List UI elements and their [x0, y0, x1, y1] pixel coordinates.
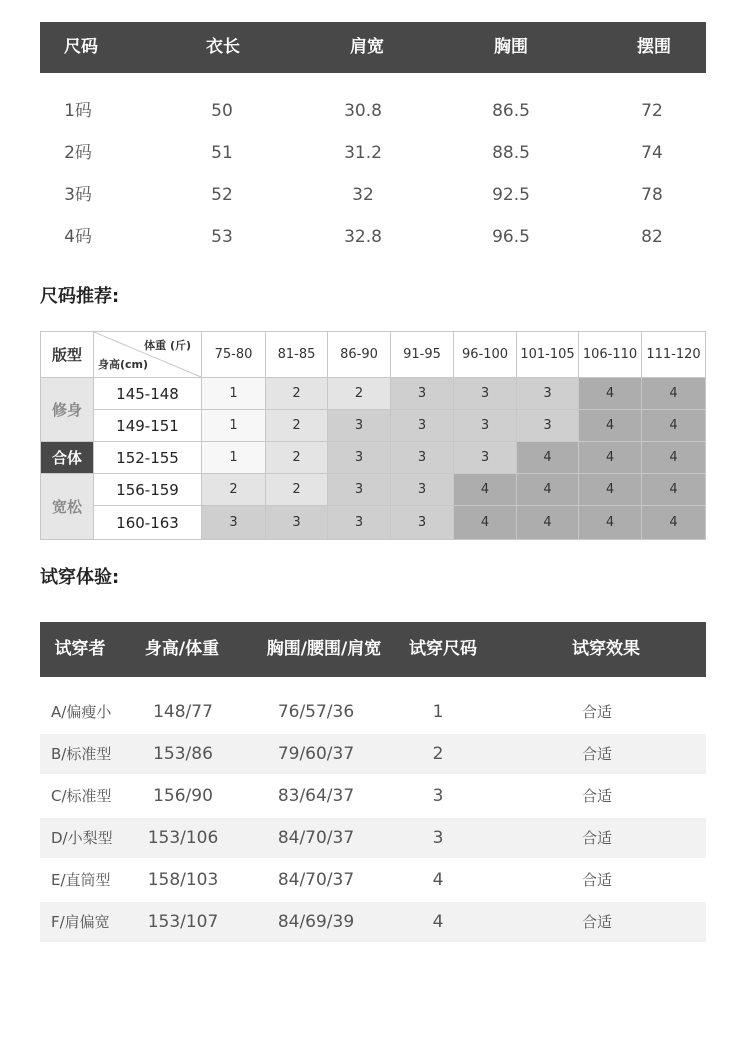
tryon-table-header: [40, 622, 706, 677]
recommended-size-cell: 3: [391, 506, 454, 540]
weight-header: 111-120: [642, 332, 706, 378]
recommended-size-cell: 4: [642, 442, 706, 474]
tryon-header-size: 试穿尺码: [409, 639, 477, 659]
size-cell: 32.8: [344, 227, 382, 247]
recommended-size-cell: 3: [391, 474, 454, 506]
tryon-cell: 4: [432, 912, 444, 932]
size-header-length: 衣长: [206, 37, 240, 57]
size-cell: 72: [641, 101, 663, 121]
tryon-row: [40, 818, 706, 858]
recommended-size-cell: 3: [328, 442, 391, 474]
size-cell: 32: [352, 185, 374, 205]
height-range-cell: 156-159: [94, 474, 202, 506]
recommended-size-cell: 3: [328, 506, 391, 540]
recommended-size-cell: 4: [517, 506, 579, 540]
size-table-row: [40, 222, 706, 252]
tryon-cell: E/直筒型: [51, 871, 111, 889]
tryon-cell: 3: [432, 828, 444, 848]
recommended-size-cell: 4: [579, 410, 642, 442]
recommended-size-cell: 4: [517, 474, 579, 506]
recommended-size-cell: 3: [328, 410, 391, 442]
tryon-cell: 4: [432, 870, 444, 890]
recommended-size-cell: 4: [642, 378, 706, 410]
size-cell: 4码: [64, 227, 92, 247]
size-cell: 31.2: [344, 143, 382, 163]
tryon-header-height-weight: 身高/体重: [144, 639, 220, 659]
weight-header: 81-85: [266, 332, 328, 378]
size-table-row: [40, 96, 706, 126]
size-cell: 74: [641, 143, 663, 163]
size-cell: 82: [641, 227, 663, 247]
tryon-cell: 153/86: [153, 744, 213, 764]
tryon-cell: 76/57/36: [277, 702, 355, 722]
recommended-size-cell: 4: [579, 506, 642, 540]
tryon-cell: 158/103: [147, 870, 219, 890]
tryon-cell: F/肩偏宽: [51, 913, 110, 931]
recommended-size-cell: 4: [517, 442, 579, 474]
recommended-size-cell: 2: [328, 378, 391, 410]
recommended-size-cell: 1: [202, 410, 266, 442]
recommend-title: 尺码推荐:: [40, 286, 120, 307]
recommended-size-cell: 4: [642, 410, 706, 442]
tryon-cell: C/标准型: [51, 787, 112, 805]
size-cell: 1码: [64, 101, 92, 121]
size-cell: 92.5: [492, 185, 530, 205]
size-cell: 96.5: [492, 227, 530, 247]
tryon-title: 试穿体验:: [40, 567, 120, 588]
tryon-cell: 148/77: [153, 702, 213, 722]
recommended-size-cell: 4: [642, 474, 706, 506]
recommended-size-cell: 3: [328, 474, 391, 506]
type-header: 版型: [41, 332, 94, 378]
tryon-cell: 合适: [581, 913, 613, 931]
size-header-hem: 摆围: [637, 37, 671, 57]
recommended-size-cell: 4: [579, 378, 642, 410]
tryon-cell: 84/70/37: [277, 870, 355, 890]
tryon-row: [40, 776, 706, 816]
size-header-shoulder: 肩宽: [350, 37, 384, 57]
fit-type-label: 宽松: [41, 474, 94, 540]
size-cell: 53: [211, 227, 233, 247]
tryon-cell: 84/69/39: [277, 912, 355, 932]
tryon-cell: D/小梨型: [51, 829, 113, 847]
recommended-size-cell: 3: [454, 442, 517, 474]
recommended-size-cell: 1: [202, 378, 266, 410]
size-recommend-table: [40, 331, 706, 540]
tryon-cell: 156/90: [153, 786, 213, 806]
size-cell: 3码: [64, 185, 92, 205]
recommended-size-cell: 3: [391, 410, 454, 442]
size-table-header: [40, 22, 706, 73]
recommended-size-cell: 3: [202, 506, 266, 540]
recommended-size-cell: 3: [391, 378, 454, 410]
weight-header: 75-80: [202, 332, 266, 378]
recommended-size-cell: 3: [454, 378, 517, 410]
recommended-size-cell: 4: [454, 474, 517, 506]
height-axis-label: 身高(cm): [98, 358, 149, 371]
size-header-chest: 胸围: [494, 37, 528, 57]
weight-height-corner: [94, 332, 202, 378]
height-range-cell: 149-151: [94, 410, 202, 442]
tryon-cell: 合适: [581, 745, 613, 763]
tryon-cell: 合适: [581, 829, 613, 847]
size-table-row: [40, 138, 706, 168]
recommended-size-cell: 3: [454, 410, 517, 442]
recommended-size-cell: 2: [266, 474, 328, 506]
height-range-cell: 145-148: [94, 378, 202, 410]
weight-axis-label: 体重 (斤): [144, 339, 191, 352]
size-cell: 2码: [64, 143, 92, 163]
tryon-cell: 1: [432, 702, 444, 722]
tryon-cell: 合适: [581, 787, 613, 805]
tryon-cell: A/偏瘦小: [51, 703, 112, 721]
weight-header: 101-105: [517, 332, 579, 378]
tryon-cell: 2: [432, 744, 444, 764]
tryon-header-measurements: 胸围/腰围/肩宽: [266, 639, 382, 659]
tryon-cell: 83/64/37: [277, 786, 355, 806]
recommended-size-cell: 4: [579, 442, 642, 474]
recommended-size-cell: 3: [517, 378, 579, 410]
tryon-row: [40, 902, 706, 942]
tryon-cell: 合适: [581, 871, 613, 889]
weight-header: 91-95: [391, 332, 454, 378]
recommended-size-cell: 2: [202, 474, 266, 506]
recommended-size-cell: 2: [266, 378, 328, 410]
size-cell: 51: [211, 143, 233, 163]
tryon-row: [40, 692, 706, 732]
size-cell: 52: [211, 185, 233, 205]
size-table-row: [40, 180, 706, 210]
tryon-cell: 153/107: [147, 912, 219, 932]
recommended-size-cell: 3: [517, 410, 579, 442]
tryon-cell: 3: [432, 786, 444, 806]
recommended-size-cell: 4: [579, 474, 642, 506]
tryon-row: [40, 734, 706, 774]
recommended-size-cell: 1: [202, 442, 266, 474]
height-range-cell: 152-155: [94, 442, 202, 474]
recommended-size-cell: 3: [391, 442, 454, 474]
recommended-size-cell: 4: [454, 506, 517, 540]
size-cell: 30.8: [344, 101, 382, 121]
size-header-size: 尺码: [64, 37, 98, 57]
tryon-cell: 153/106: [147, 828, 219, 848]
tryon-cell: 84/70/37: [277, 828, 355, 848]
height-range-cell: 160-163: [94, 506, 202, 540]
recommended-size-cell: 4: [642, 506, 706, 540]
tryon-header-person: 试穿者: [54, 639, 106, 659]
recommended-size-cell: 2: [266, 442, 328, 474]
weight-header: 86-90: [328, 332, 391, 378]
fit-type-label: 修身: [41, 378, 94, 442]
fit-type-label: 合体: [41, 442, 94, 474]
recommended-size-cell: 3: [266, 506, 328, 540]
tryon-row: [40, 860, 706, 900]
tryon-cell: B/标准型: [51, 745, 112, 763]
tryon-cell: 合适: [581, 703, 613, 721]
weight-header: 106-110: [579, 332, 642, 378]
tryon-cell: 79/60/37: [277, 744, 355, 764]
recommended-size-cell: 2: [266, 410, 328, 442]
size-cell: 86.5: [492, 101, 530, 121]
size-cell: 88.5: [492, 143, 530, 163]
size-cell: 50: [211, 101, 233, 121]
weight-header: 96-100: [454, 332, 517, 378]
tryon-header-result: 试穿效果: [572, 639, 640, 659]
size-cell: 78: [641, 185, 663, 205]
